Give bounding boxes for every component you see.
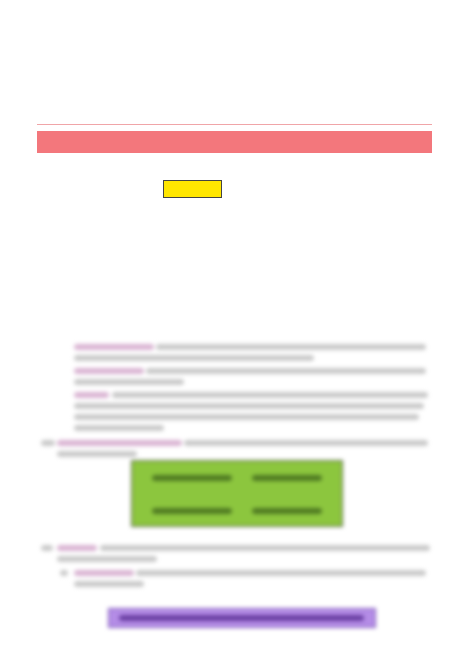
blurred-table-box [131, 460, 343, 527]
blurred-note-box [108, 608, 376, 628]
